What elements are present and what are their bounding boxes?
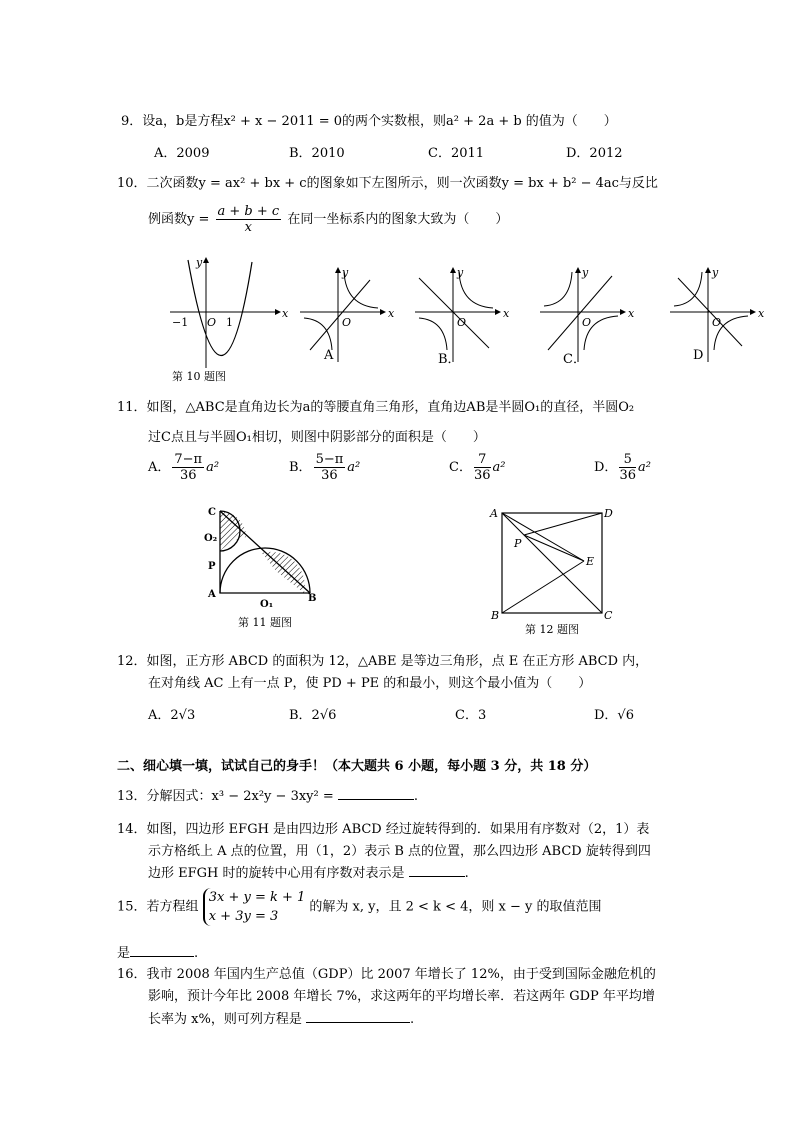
svg-text:O₂: O₂ [204,533,218,544]
q12-option-a: A．2√3 [148,708,196,723]
q11-option-a: A． $\frac{7-\pi}{36}$ a² [148,452,220,483]
q13-number: 13． [117,789,147,804]
section2-title: 二、细心填一填，试试自己的身手！（本大题共 6 小题，每小题 3 分，共 18 分） [117,759,597,774]
svg-text:C: C [604,609,613,621]
svg-text:O: O [712,316,722,329]
q12-line2: 在对角线 AC 上有一点 P，使 PD + PE 的和最小，则这个最小值为（ ） [148,676,592,691]
q12-caption: 第 12 题图 [525,623,579,636]
q10-line2 [148,204,508,235]
q14-line3: 边形 EFGH 时的旋转中心用有序数对表示是 . [148,866,469,881]
q10-text1: 二次函数y = ax² + bx + c的图象如下左图所示，则一次函数y = bx + b² − 4ac与反比 [146,176,658,191]
q10-caption: 第 10 题图 [172,370,226,383]
q14-number: 14． [117,822,147,837]
svg-text:O: O [342,316,352,329]
q10-tick-1: 1 [226,316,233,329]
q16-text1: 我市 2008 年国内生产总值（GDP）比 2007 年增长了 12%，由于受到国际金融危机的 [146,967,656,982]
q12-number: 12． [117,654,147,669]
q15-answer-blank[interactable] [130,944,194,957]
q9-option-b: B．2010 [289,146,345,161]
q10-label-a: A [324,348,334,363]
q14-line2: 示方格纸上 A 点的位置，用（1，2）表示 B 点的位置，那么四边形 ABCD 旋转得到四 [148,844,651,859]
q10-axis-x-label: x [282,307,289,320]
q10-frac-num: a + b + c [217,204,280,219]
svg-text:A: A [490,507,498,520]
svg-text:O: O [457,316,467,329]
q16-text3: 长率为 x%，则可列方程是 [148,1012,302,1027]
q9-option-a: A．2009 [154,146,210,161]
q12-text1: 如图，正方形 ABCD 的面积为 12，△ABE 是等边三角形，点 E 在正方形 ABCD 内， [146,654,649,669]
q15-post: 的解为 x, y，且 2 < k < 4，则 x − y 的取值范围 [309,899,602,915]
q15-equation-system [203,888,306,926]
svg-text:D: D [604,507,613,520]
q13-text: 分解因式：x³ − 2x²y − 3xy² = [146,789,334,804]
q14-answer-blank[interactable] [409,864,465,877]
q12-figure [488,503,618,621]
q10-label-d: D [693,348,704,363]
q10-text2-post: 在同一坐标系内的图象大致为（ ） [287,212,509,227]
q9-text: 设a，b是方程x² + x − 2011 = 0的两个实数根，则a² + 2a + b 的值为（ ） [142,114,617,129]
q16-line2: 影响，预计今年比 2008 年增长 7%，求这两年的平均增长率．若这两年 GDP 年平均增 [148,989,655,1004]
q10-graph-b [415,266,510,362]
q16-answer-blank[interactable] [306,1010,410,1023]
q10-line1 [117,172,658,191]
svg-text:x: x [628,307,635,320]
q10-graph-a [300,266,395,362]
svg-text:C: C [208,507,216,518]
q10-origin-label: O [207,316,217,329]
svg-text:E: E [586,555,595,568]
svg-text:y: y [457,266,464,279]
q15-pre: 若方程组 [146,899,199,915]
q14-text3: 边形 EFGH 时的旋转中心用有序数对表示是 [148,866,405,881]
q11-option-c: C． $\frac{7}{36}$ a² [449,452,506,483]
q15-number: 15． [117,899,147,915]
q10-label-c: C． [563,352,586,367]
q10-fraction [216,204,282,235]
q16-number: 16． [117,967,147,982]
q9-stem [121,110,617,129]
svg-text:y: y [342,266,349,279]
q9-option-d: D．2012 [566,146,623,161]
q13-answer-blank[interactable] [338,787,414,800]
q10-text2-pre: 例函数y = [148,212,210,227]
q11-caption: 第 11 题图 [238,616,292,629]
q14-text1: 如图，四边形 EFGH 是由四边形 ABCD 经过旋转得到的．如果用有序数对（2，1）表 [146,822,650,837]
q10-parabola-graph [170,256,289,368]
svg-text:B: B [491,609,500,621]
svg-text:y: y [582,266,589,279]
q16-line1 [117,963,656,982]
svg-text:O: O [582,316,592,329]
svg-text:y: y [712,266,719,279]
q9-number: 9． [121,114,143,129]
q11-line1 [117,396,634,415]
q11-text1: 如图，△ABC是直角边长为a的等腰直角三角形，直角边AB是半圆O₁的直径，半圆O₂ [146,400,635,415]
q15-line2: 是 . [117,946,199,961]
q16-line3: 长率为 x%，则可列方程是 . [148,1012,415,1027]
q9-option-c: C．2011 [428,146,485,161]
svg-text:A: A [208,589,216,600]
q11-figure [200,503,330,613]
q14-line1 [117,818,649,837]
q10-figures [160,250,770,386]
q10-label-b: B． [438,352,461,367]
svg-text:P: P [514,537,522,550]
q11-number: 11． [117,400,147,415]
q10-graph-d [670,266,765,362]
svg-text:P: P [208,561,216,572]
q13-line: 13．分解因式：x³ − 2x²y − 3xy² = . [117,789,419,804]
q12-option-b: B．2√6 [289,708,337,723]
q15-eq2: x + 3y = 3 [208,909,279,924]
svg-text:B: B [308,593,317,604]
svg-text:O₁: O₁ [260,599,274,610]
q10-tick-neg1: −1 [172,316,189,329]
q12-line1 [117,650,648,669]
q12-option-d: D．√6 [594,708,634,723]
q11-option-d: D． $\frac{5}{36}$ a² [594,452,651,483]
q11-line2: 过C点且与半圆O₁相切，则图中阴影部分的面积是（ ） [148,430,486,445]
q15-eq1: 3x + y = k + 1 [208,890,306,905]
q10-number: 10． [117,176,147,191]
q11-option-b: B． $\frac{5-\pi}{36}$ a² [289,452,361,483]
q10-graph-c [540,266,635,362]
q15-line1 [117,888,601,926]
svg-text:x: x [388,307,395,320]
q10-axis-y-label: y [196,256,203,269]
svg-text:x: x [758,307,765,320]
q12-option-c: C．3 [455,708,487,723]
svg-text:x: x [503,307,510,320]
q10-frac-den: x [244,220,253,235]
